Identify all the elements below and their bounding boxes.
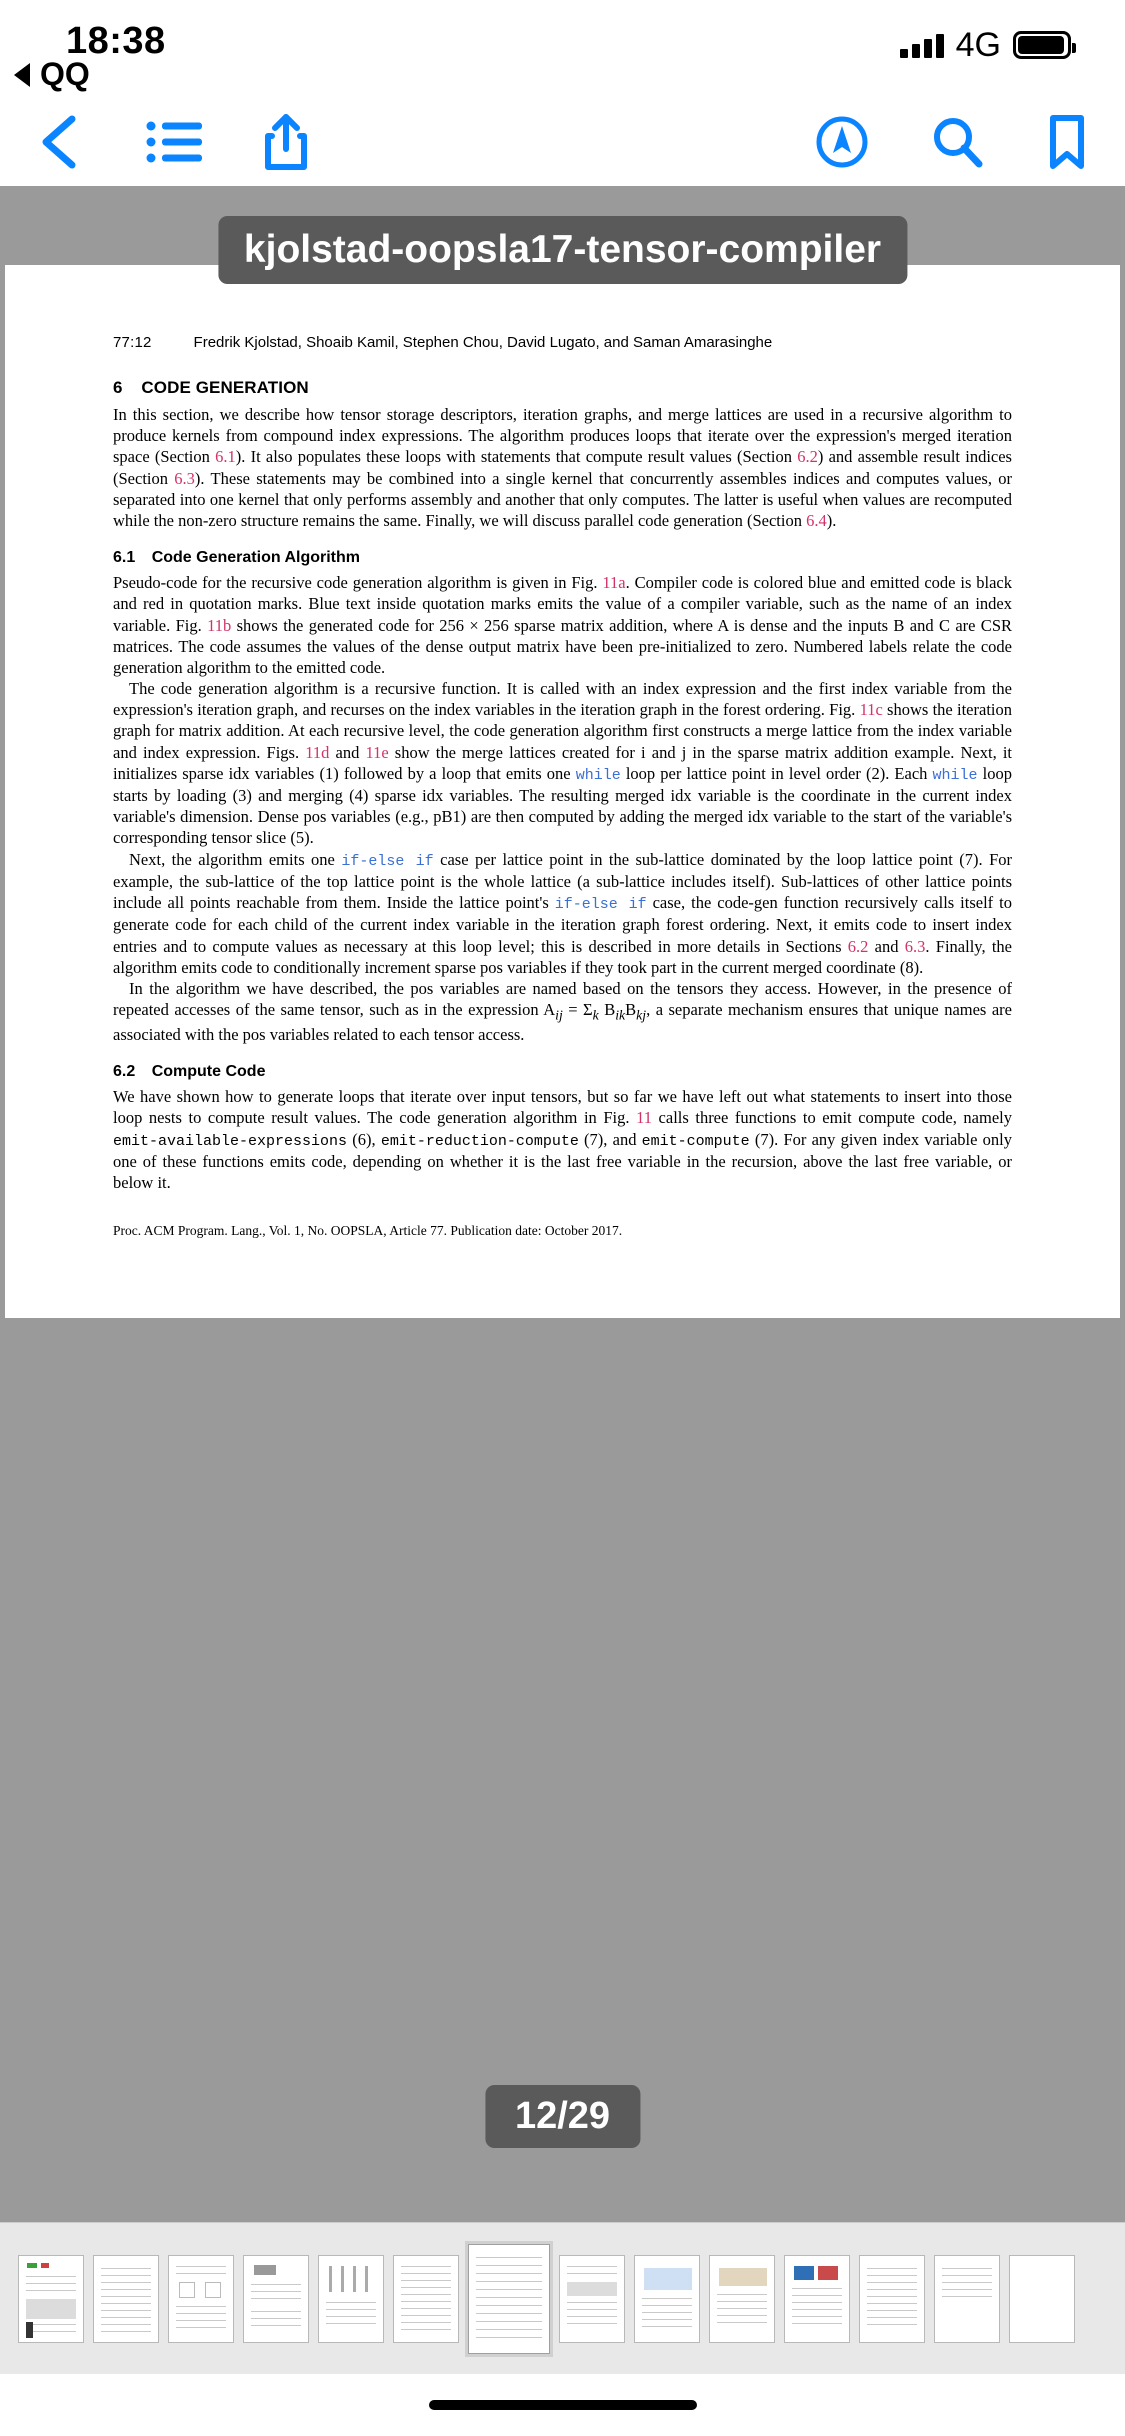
bookmark-icon[interactable]: [1047, 114, 1087, 170]
text-run: and: [868, 936, 905, 956]
subscript: kj: [636, 1007, 647, 1023]
thumbnail-page[interactable]: [93, 2255, 159, 2343]
text-run: (7), and: [578, 1129, 642, 1149]
thumbnail-page[interactable]: [559, 2255, 625, 2343]
paragraph-6-1: [113, 404, 1012, 531]
text-run: = Σ: [562, 1000, 593, 1020]
text-run: In the algorithm we have described, the pos variables are named based on the tensors they access. However, in the presence of repeated accesses of the same tensor, such as in the expression A: [113, 978, 1012, 1020]
document-page[interactable]: [5, 265, 1120, 1318]
thumbnail-page-current[interactable]: [468, 2244, 550, 2354]
section-title-6-1: Code Generation Algorithm: [151, 549, 361, 567]
home-indicator[interactable]: [429, 2400, 697, 2410]
code-identifier: emit-compute: [641, 1132, 750, 1150]
cross-reference[interactable]: 6.4: [806, 510, 827, 530]
figure-reference[interactable]: 11b: [207, 615, 232, 635]
paragraph-6-1-2: [113, 678, 1012, 849]
text-run: ). It also populates these loops with statements that compute result values (Section: [235, 447, 798, 467]
home-indicator-area: [0, 2374, 1125, 2436]
text-run: B: [598, 1000, 616, 1020]
back-to-app-button[interactable]: [14, 56, 90, 93]
figure-reference[interactable]: 11d: [305, 742, 330, 762]
text-run: The code generation algorithm is a recursive function. It is called with an index expression and the first index variable from the expression's iteration graph, and recurses on the index variables in the iteration graph in the forest ordering. Fig.: [113, 679, 1012, 720]
text-run: loop starts by loading (3) and merging (4) sparse idx variables. The resulting merged idx variable is the coordinate in the current index variable's dimension. Dense pos variables (e.g., pB1) are then computed by adding the merged idx variable to the start of the variable's corresponding tensor slice (5).: [113, 763, 1012, 848]
text-run: Pseudo-code for the recursive code generation algorithm is given in Fig.: [113, 573, 603, 593]
signal-bars-icon: [900, 32, 944, 58]
text-run: shows the generated code for 256 × 256 sparse matrix addition, where A is dense and the inputs B and C are CSR matrices. The code assumes the values of the dense output matrix have been pre-initialized to zero. Numbered labels relate the code generation algorithm to the emitted code.: [113, 615, 1012, 677]
code-keyword: if-else if: [554, 896, 647, 914]
text-run: ). These statements may be combined into a single kernel that concurrently assembles indices and computes values, or separated into one kernel that only performs assembly and another that only computes. The latter is useful when values are recomputed while the non-zero structure remains the same. Finally, we will discuss parallel code generation (Section: [113, 468, 1012, 530]
text-run: B: [625, 1000, 637, 1020]
text-run: (7). For any given index variable only one of these functions emits code, depending on whether it is the last free variable in the recursion, above the last free variable, or below it.: [113, 1129, 1012, 1193]
text-run: show the merge lattices created for i and j in the sparse matrix addition example. Next, it initializes sparse idx variables (1) followed by a loop that emits one: [113, 742, 1013, 783]
figure-reference[interactable]: 11: [636, 1108, 652, 1128]
paragraph-6-1-4: [113, 978, 1012, 1045]
text-run: shows the iteration graph for matrix addition. At each recursive level, the code generation algorithm first constructs a merge lattice from the index variable and index expression. Figs.: [113, 700, 1012, 762]
paragraph-6-1-3: [113, 849, 1012, 978]
cross-reference[interactable]: 6.3: [904, 936, 926, 956]
cross-reference[interactable]: 6.2: [797, 447, 818, 467]
subscript: ij: [555, 1007, 563, 1023]
status-bar: [0, 0, 1125, 98]
text-run: ) and assemble result indices (Section: [113, 447, 1012, 488]
code-identifier: emit-reduction-compute: [380, 1132, 579, 1150]
search-icon[interactable]: [931, 115, 985, 169]
back-triangle-icon: [14, 63, 30, 87]
paragraph-6-1-1: [113, 572, 1012, 678]
section-title-6: CODE GENERATION: [141, 378, 309, 397]
document-title-pill: kjolstad-oopsla17-tensor-compiler: [218, 216, 907, 284]
status-time: 18:38: [66, 20, 166, 62]
thumbnail-page[interactable]: [243, 2255, 309, 2343]
text-run: and: [329, 742, 366, 762]
document-viewer[interactable]: [0, 186, 1125, 2222]
cross-reference[interactable]: 6.2: [847, 936, 869, 956]
subscript: k: [592, 1007, 599, 1023]
battery-icon: [1013, 31, 1071, 59]
figure-reference[interactable]: 11a: [602, 573, 626, 593]
page-indicator-pill: 12/29: [485, 2085, 640, 2148]
code-keyword: while: [932, 766, 978, 784]
thumbnail-page[interactable]: [393, 2255, 459, 2343]
text-run: case per lattice point in the sub-lattice dominated by the loop lattice point (7). For example, the sub-lattice of the top lattice point is the whole lattice (a sub-lattice includes itself). Sub-lattices of other lattice points include all points reachable from them. Inside the lattice point's: [113, 849, 1012, 913]
section-title-6-2: Compute Code: [151, 1063, 266, 1081]
thumbnail-page[interactable]: [318, 2255, 384, 2343]
cross-reference[interactable]: 6.3: [174, 468, 195, 488]
paragraph-6-2-1: [113, 1086, 1012, 1193]
back-to-app-label: QQ: [40, 56, 90, 92]
thumbnail-page[interactable]: [634, 2255, 700, 2343]
section-heading-6-1: [113, 549, 1012, 567]
subscript: ik: [615, 1007, 626, 1023]
thumbnail-page[interactable]: [934, 2255, 1000, 2343]
text-run: In this section, we describe how tensor storage descriptors, iteration graphs, and merge lattices are used in a recursive algorithm to produce kernels from compound index expressions. The algorithm produces loops that iterate over the expression's merged iteration space (Section: [113, 405, 1012, 467]
code-identifier: emit-available-expressions: [113, 1132, 348, 1150]
share-icon[interactable]: [264, 113, 308, 171]
section-heading-6: [113, 378, 1012, 398]
folio-number: 77:12: [113, 334, 152, 351]
text-run: We have shown how to generate loops that iterate over input tensors, but so far we have left out what statements to insert into those loop nests to compute result values. The code generation algorithm in Fig.: [113, 1087, 1012, 1128]
viewer-toolbar: [0, 98, 1125, 186]
figure-reference[interactable]: 11c: [859, 700, 883, 720]
thumbnail-page[interactable]: [784, 2255, 850, 2343]
text-run: calls three functions to emit compute code, namely: [651, 1108, 1012, 1128]
text-run: ).: [826, 510, 837, 530]
text-run: , a separate mechanism ensures that unique names are associated with the pos variables related to each tensor access.: [113, 1000, 1012, 1045]
text-run: Next, the algorithm emits one: [129, 849, 342, 869]
section-heading-6-2: [113, 1063, 1012, 1081]
figure-reference[interactable]: 11e: [365, 742, 389, 762]
section-number-6: 6: [113, 378, 123, 397]
table-of-contents-icon[interactable]: [146, 120, 202, 164]
thumbnail-page[interactable]: [859, 2255, 925, 2343]
code-keyword: if-else if: [341, 852, 434, 870]
thumbnail-page[interactable]: [168, 2255, 234, 2343]
running-head-authors: Fredrik Kjolstad, Shoaib Kamil, Stephen Chou, David Lugato, and Saman Amarasinghe: [193, 334, 773, 351]
section-number-6-2: 6.2: [113, 1063, 136, 1081]
code-keyword: while: [575, 766, 621, 784]
thumbnail-page[interactable]: [1009, 2255, 1075, 2343]
thumbnail-page[interactable]: [18, 2255, 84, 2343]
thumbnail-strip[interactable]: [0, 2222, 1125, 2374]
text-run: . Finally, the algorithm emits code to conditionally increment sparse pos variables if they took part in the current merged coordinate (8).: [113, 936, 1013, 977]
back-chevron-icon[interactable]: [38, 113, 84, 171]
cross-reference[interactable]: 6.1: [215, 447, 236, 467]
text-run: loop per lattice point in level order (2). Each: [620, 763, 933, 783]
page-footer-note: Proc. ACM Program. Lang., Vol. 1, No. OOPSLA, Article 77. Publication date: October 2017.: [113, 1223, 623, 1239]
status-indicators: [900, 28, 1071, 62]
thumbnail-page[interactable]: [709, 2255, 775, 2343]
text-run: (6),: [347, 1129, 381, 1149]
running-head: [113, 334, 1012, 351]
text-run: case, the code-gen function recursively calls itself to generate code for each child of the current index variable in the iteration graph forest ordering. Next, it emits code to insert index entries and to compute values as necessary at this loop level; this is described in more details in Sections: [113, 893, 1012, 956]
section-number-6-1: 6.1: [113, 549, 136, 567]
text-run: . Compiler code is colored blue and emitted code is black and red in quotation marks. Blue text inside quotation marks emits the value of a compiler variable, such as the name of an index variable. Fig.: [113, 573, 1012, 635]
markup-pen-icon[interactable]: [815, 115, 869, 169]
carrier-label: 4G: [955, 26, 1001, 64]
